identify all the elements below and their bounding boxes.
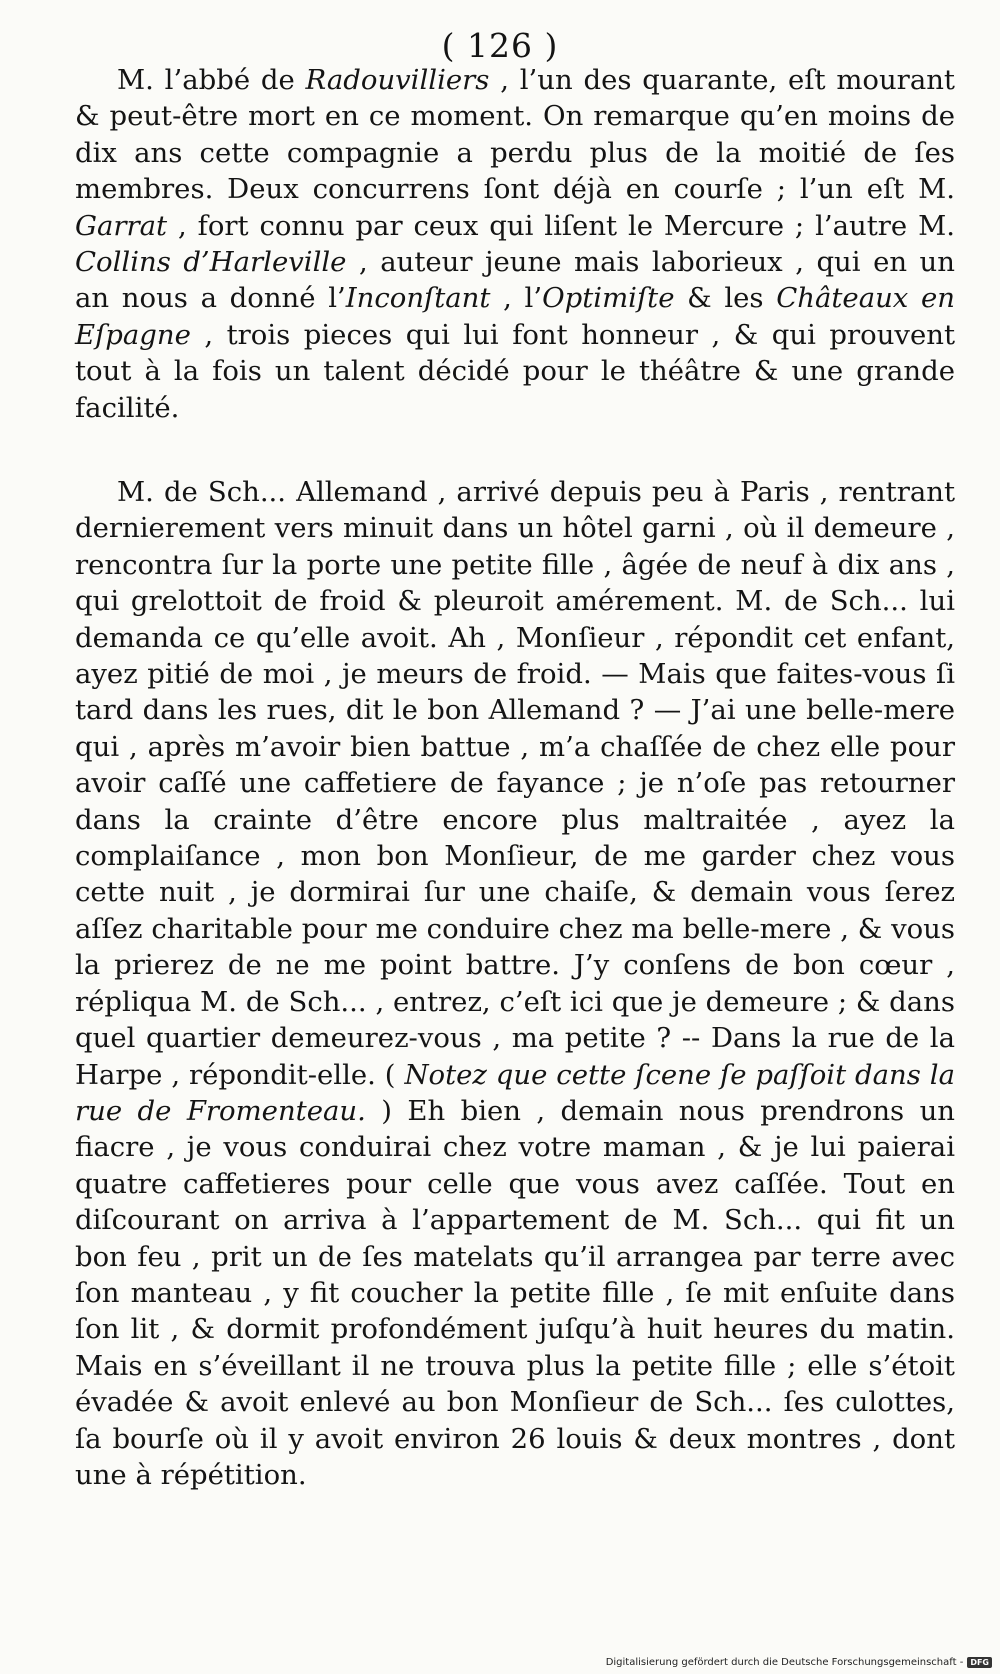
footer-text: Digitalisierung gefördert durch die Deutsche Forschungsgemeinschaft - [605,1657,964,1668]
italic-segment: Garrat [75,209,168,242]
text-segment: , auteur jeune mais laborieux , qui en un an nous a donné l’ [75,246,955,315]
text-segment: , trois pieces qui lui font honneur , & qui prouvent tout à la fois un talent décidé pour le théâtre & une grande facilité. [75,318,955,424]
text-segment: , l’ [490,282,543,315]
text-segment: , fort connu par ceux qui liſent le Mercure ; l’autre M. [167,209,955,242]
text-segment: & les [674,282,777,315]
italic-segment: Châteaux en Eſpagne [75,282,955,351]
page-number: ( 126 ) [441,26,559,65]
italic-segment: Optimiſte [542,282,675,315]
paragraph-text [75,62,955,426]
text-segment: M. de Sch... Allemand , arrivé depuis peu à Paris , rentrant dernierement vers minuit dans un hôtel garni , où il demeure , rencontra ſur la porte une petite fille , âgée de neuf à dix ans , qui grelottoit de froid & pleuroit amérement. M. de Sch... lui demanda ce qu’elle avoit. Ah , Monſieur , répondit cet enfant, ayez pitié de moi , je meurs de froid. — Mais que faites-vous ſi tard dans les rues, dit le bon Allemand ? — J’ai une belle-mere qui , après m’avoir bien battue , m’a chaſſée de chez elle pour avoir caſſé une caffetiere de fayance ; je n’oſe pas retourner dans la crainte d’être encore plus maltraitée , ayez la complaiſance , mon bon Monſieur, de me garder chez vous cette nuit , je dormirai ſur une chaiſe, & demain vous ſerez aſſez charitable pour me conduire chez ma belle-mere , & vous la prierez de ne me point battre. J’y conſens de bon cœur , répliqua M. de Sch... , entrez, c’eſt ici que je demeure ; & dans quel quartier demeurez-vous , ma petite ? -- Dans la rue de la Harpe , répondit-elle. ( [75,476,955,1091]
italic-segment: Radouvilliers [305,64,490,96]
text-segment: ) Eh bien , demain nous prendrons un fiacre , je vous conduirai chez votre maman , & je lui paierai quatre caffetieres pour celle que vous avez caſſée. Tout en diſcourant on arriva à l’appartement de M. Sch... qui fit un bon feu , prit un de ſes matelats qu’il arrangea par terre avec ſon manteau , y fit coucher la petite fille , ſe mit enſuite dans ſon lit , & dormit profondément juſqu’à huit heures du matin. Mais en s’éveillant il ne trouva plus la petite fille ; elle s’étoit évadée & avoit enlevé au bon Monſieur de Sch... ſes culottes, ſa bourſe où il y avoit environ 26 louis & deux montres , dont une à répétition. [75,1094,956,1491]
text-segment: M. l’abbé de [117,64,306,96]
dfg-logo-icon: DFG [967,1657,992,1668]
text-segment: , l’un des quarante, eſt mourant & peut-être mort en ce moment. On remarque qu’en moins de dix ans cette compagnie a perdu plus de la moitié de ſes membres. Deux concurrens ſont déjà en courſe ; l’un eſt M. [75,64,955,206]
paragraph-1 [75,62,955,426]
paragraph-text [75,474,955,1493]
digitization-footer [606,1657,992,1668]
paragraph-2 [75,474,955,1493]
italic-segment: Inconſtant [345,282,491,315]
italic-segment: Notez que cette ſcene ſe paſſoit dans la rue de Fromenteau. [75,1058,955,1127]
italic-segment: Collins d’Harleville [75,246,347,279]
